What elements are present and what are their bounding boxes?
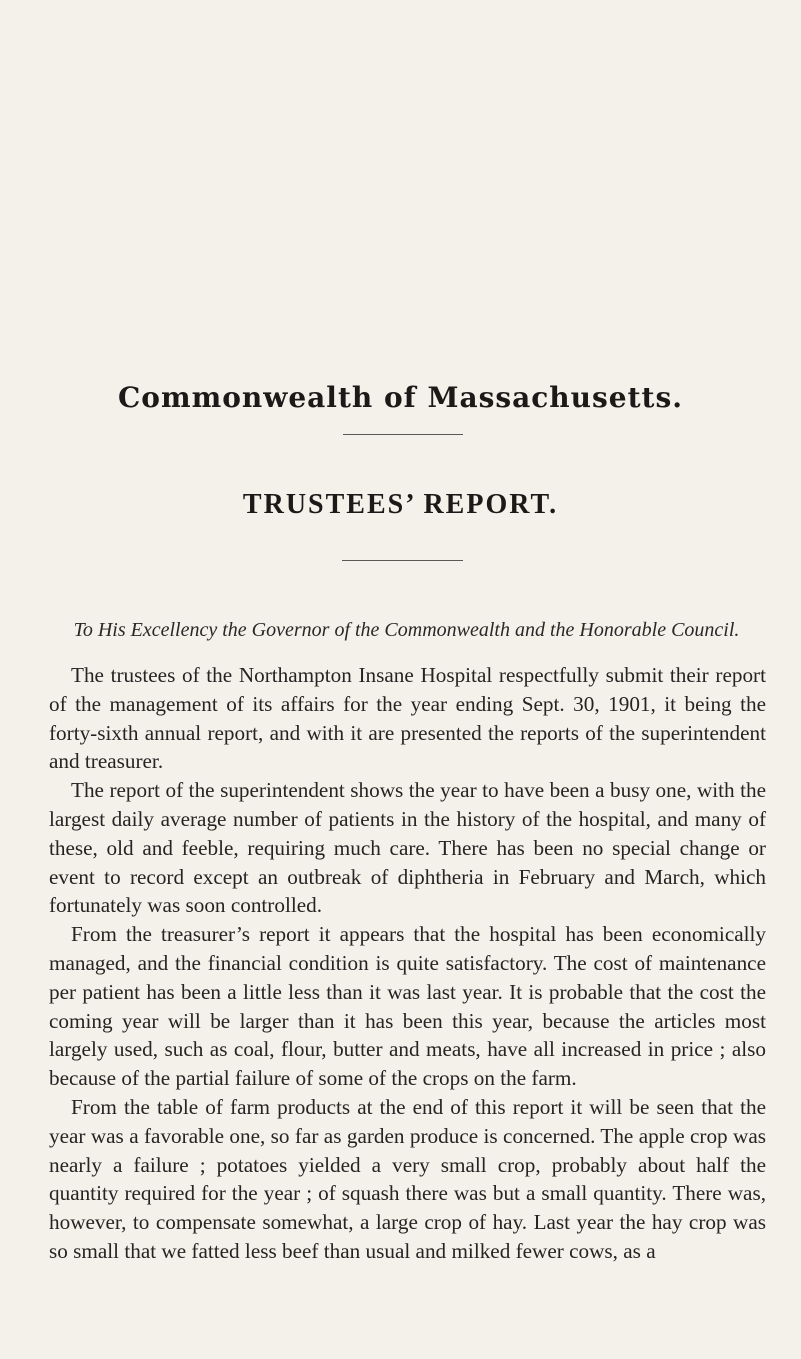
title-divider: [342, 560, 463, 561]
heading-divider: [343, 434, 463, 435]
salutation: To His Excellency the Governor of the Commonwealth and the Honorable Council.: [73, 619, 740, 641]
report-title: TRUSTEES’ REPORT.: [242, 489, 559, 520]
paragraph-3: From the treasurer’s report it appears that the hospital has been economically managed, and the financial condition is quite satisfactory. The cost of maintenance per patient has been a little less than it was last year. It is probable that the cost the coming year will be larger than it has been this year, because the articles most largely used, such as coal, flour, butter and meats, have all increased in price ; also because of the partial failure of some of the crops on the farm.: [49, 922, 766, 1091]
paragraph-1: The trustees of the Northampton Insane Hospital respectfully submit their report of the management of its affairs for the year ending Sept. 30, 1901, it being the forty-sixth annual report, and with it are presented the reports of the superintendent and treasurer.: [49, 663, 766, 774]
commonwealth-heading: Commonwealth of Massachusetts.: [118, 381, 683, 414]
paragraph-2: The report of the superintendent shows the year to have been a busy one, with the largest daily average number of patients in the history of the hospital, and many of these, old and feeble, requiring much care. There has been no special change or event to record except an outbreak of diphtheria in February and March, which fortunately was soon controlled.: [49, 778, 766, 918]
paragraph-4: From the table of farm products at the end of this report it will be seen that the year was a favorable one, so far as garden produce is concerned. The apple crop was nearly a failure ; potatoes yielded a very small crop, probably about half the quantity required for the year ; of squash there was but a small quantity. There was, however, to compensate somewhat, a large crop of hay. Last year the hay crop was so small that we fatted less beef than usual and milked fewer cows, as a: [49, 1094, 766, 1263]
report-body: [49, 661, 766, 1266]
